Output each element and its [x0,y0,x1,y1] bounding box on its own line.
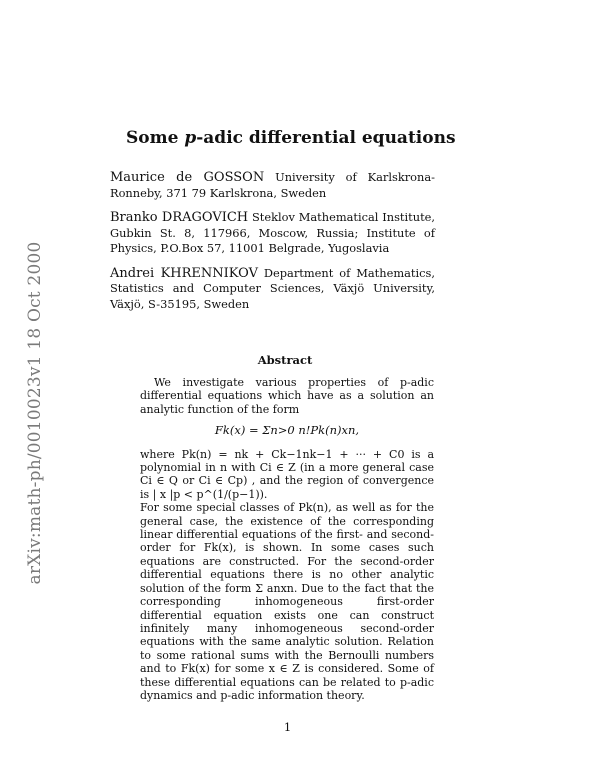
abstract-paragraph: where Pk(n) = nk + Ck−1nk−1 + ··· + C0 is a polynomial in n with Ci ∈ Z (in a more general case Ci ∈ Q or Ci ∈ Cp) , and the region of convergence is | x |p < p^(1/(p−1)). [140,447,434,501]
author-block [110,170,435,201]
page-number: 1 [283,720,292,734]
arxiv-id: arXiv:math-ph/0010023v1 18 Oct 2000 [25,241,45,585]
author-name: Andrei KHRENNIKOV [110,265,258,281]
main-equation: Fk(x) = Σn>0 n!Pk(n)xn, [214,423,360,438]
abstract-body [140,376,434,702]
author-affiliation: Department of Mathematics, Statistics and Computer Sciences, Växjö University, Växjö, S-35195, Sweden [110,265,435,311]
paper-title: Some p-adic differential equations [126,128,456,148]
author-list [110,170,435,321]
abstract-intro: We investigate various properties of p-adic differential equations which have as a solution an analytic function of the form [140,376,434,416]
abstract-heading: Abstract [257,353,313,367]
arxiv-side-stamp [22,208,48,618]
author-block [110,210,435,257]
author-name: Maurice de GOSSON [110,170,265,185]
author-affiliation: Steklov Mathematical Institute, Gubkin St. 8, 117966, Moscow, Russia; Institute of Physics, P.O.Box 57, 11001 Belgrade, Yugoslavia [110,210,436,255]
author-block [110,266,435,313]
author-name: Branko DRAGOVICH [110,210,249,225]
author-affiliation: University of Karlskrona-Ronneby, 371 79 Karlskrona, Sweden [110,170,436,200]
abstract-paragraph: For some special classes of Pk(n), as well as for the general case, the existence of the corresponding linear differential equations of the first- and second-order for Fk(x), is shown. In some cases such equations are constructed. For the second-order differential equations there is no other analytic solution of the form Σ anxn. Due to the fact that the corresponding inhomogeneous first-order differential equation exists one can construct infinitely many inhomogeneous second-order equations with the same analytic solution. Relation to some rational sums with the Bernoulli numbers and to Fk(x) for some x ∈ Z is considered. Some of these differential equations can be related to p-adic dynamics and p-adic information theory. [140,501,434,702]
